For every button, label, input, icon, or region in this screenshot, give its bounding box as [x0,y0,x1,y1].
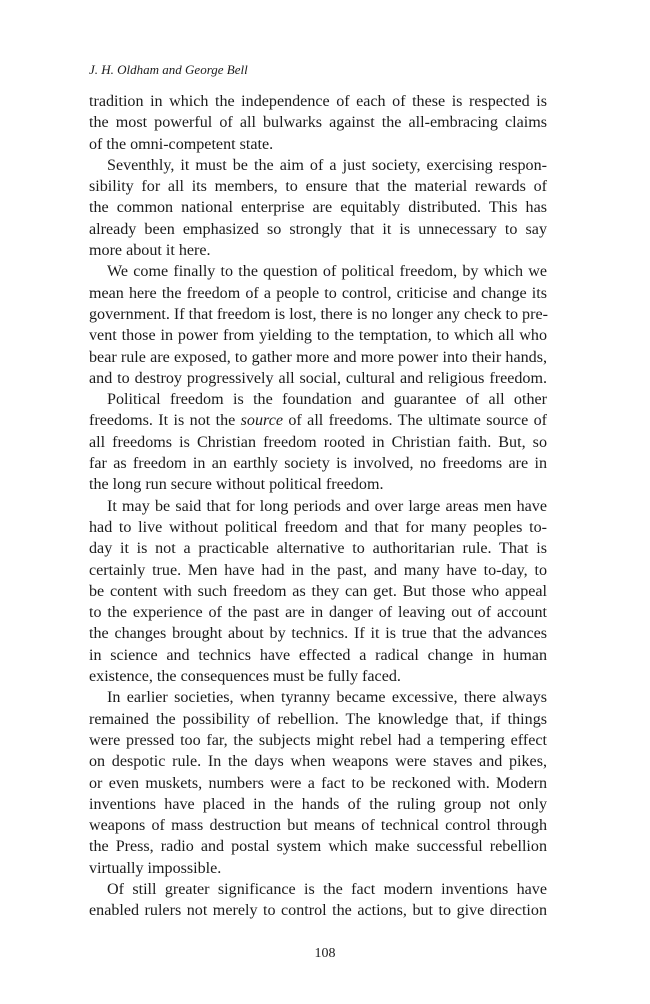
text-line: government. If that freedom is lost, there is no longer any check to pre- [89,305,548,323]
text-line: on despotic rule. In the days when weapons were staves and pikes, [89,753,547,771]
text-line: the common national enterprise are equitably distributed. This has [89,199,547,217]
text-line: far as freedom in an earthly society is involved, no freedoms are in [89,455,547,473]
text-line: Political freedom is the foundation and guarantee of all other [107,391,547,409]
text-line: existence, the consequences must be fully faced. [89,668,401,686]
text-line: all freedoms is Christian freedom rooted in Christian faith. But, so [89,433,547,451]
text-line: bear rule are exposed, to gather more and more power into their hands, [89,348,547,366]
text-line: sibility for all its members, to ensure that the material rewards of [89,178,547,196]
text-line: certainly true. Men have had in the past, and many have to-day, to [89,561,547,579]
text-line: be content with such freedom as they can get. But those who appeal [89,582,547,600]
text-line: had to live without political freedom and that for many peoples to- [89,518,547,536]
text-line: Seventhly, it must be the aim of a just society, exercising respon- [107,156,547,174]
text-line: were pressed too far, the subjects might rebel had a tempering effect [89,731,547,749]
text-line: and to destroy progressively all social, cultural and religious freedom. [89,369,547,387]
text-line: enabled rulers not merely to control the actions, but to give direction [89,902,547,920]
text-line: We come finally to the question of political freedom, by which we [107,263,547,281]
text-line: virtually impossible. [89,859,222,877]
text-line: of the omni-competent state. [89,135,274,153]
text-line: vent those in power from yielding to the temptation, to which all who [89,327,547,345]
text-line: the Press, radio and postal system which make successful rebellion [89,838,547,856]
text-line: Of still greater significance is the fact modern inventions have [107,880,547,898]
text-line: or even muskets, numbers were a fact to be reckoned with. Modern [89,774,547,792]
page-number: 108 [314,946,336,961]
text-line: In earlier societies, when tyranny became excessive, there always [107,689,547,707]
text-line: mean here the freedom of a people to control, criticise and change its [89,284,547,302]
text-line: to the experience of the past are in danger of leaving out of account [89,604,547,622]
emphasis-text: source [240,412,283,430]
text-line: weapons of mass destruction but means of technical control through [89,817,547,835]
text-line: in science and technics have effected a radical change in human [89,646,547,664]
text-line: already been emphasized so strongly that it is unnecessary to say [89,220,547,238]
text-line: the changes brought about by technics. If it is true that the advances [89,625,547,643]
running-head: J. H. Oldham and George Bell [89,62,248,77]
text-line [89,410,547,431]
text-line: remained the possibility of rebellion. The knowledge that, if things [89,710,547,728]
text-line: tradition in which the independence of each of these is respected is [89,93,547,110]
text-line: more about it here. [89,242,211,260]
text-segment: of all freedoms. The ultimate source of [282,412,548,430]
text-line: the most powerful of all bulwarks against the all-embracing claims [89,114,547,132]
text-line: day it is not a practicable alternative to authoritarian rule. That is [89,540,547,558]
text-line: the long run secure without political freedom. [89,476,384,494]
text-segment: freedoms. It is not the [89,412,241,430]
body-text [89,91,547,922]
text-line: It may be said that for long periods and over large areas men have [107,497,547,515]
text-line: inventions have placed in the hands of the ruling group not only [89,795,547,813]
